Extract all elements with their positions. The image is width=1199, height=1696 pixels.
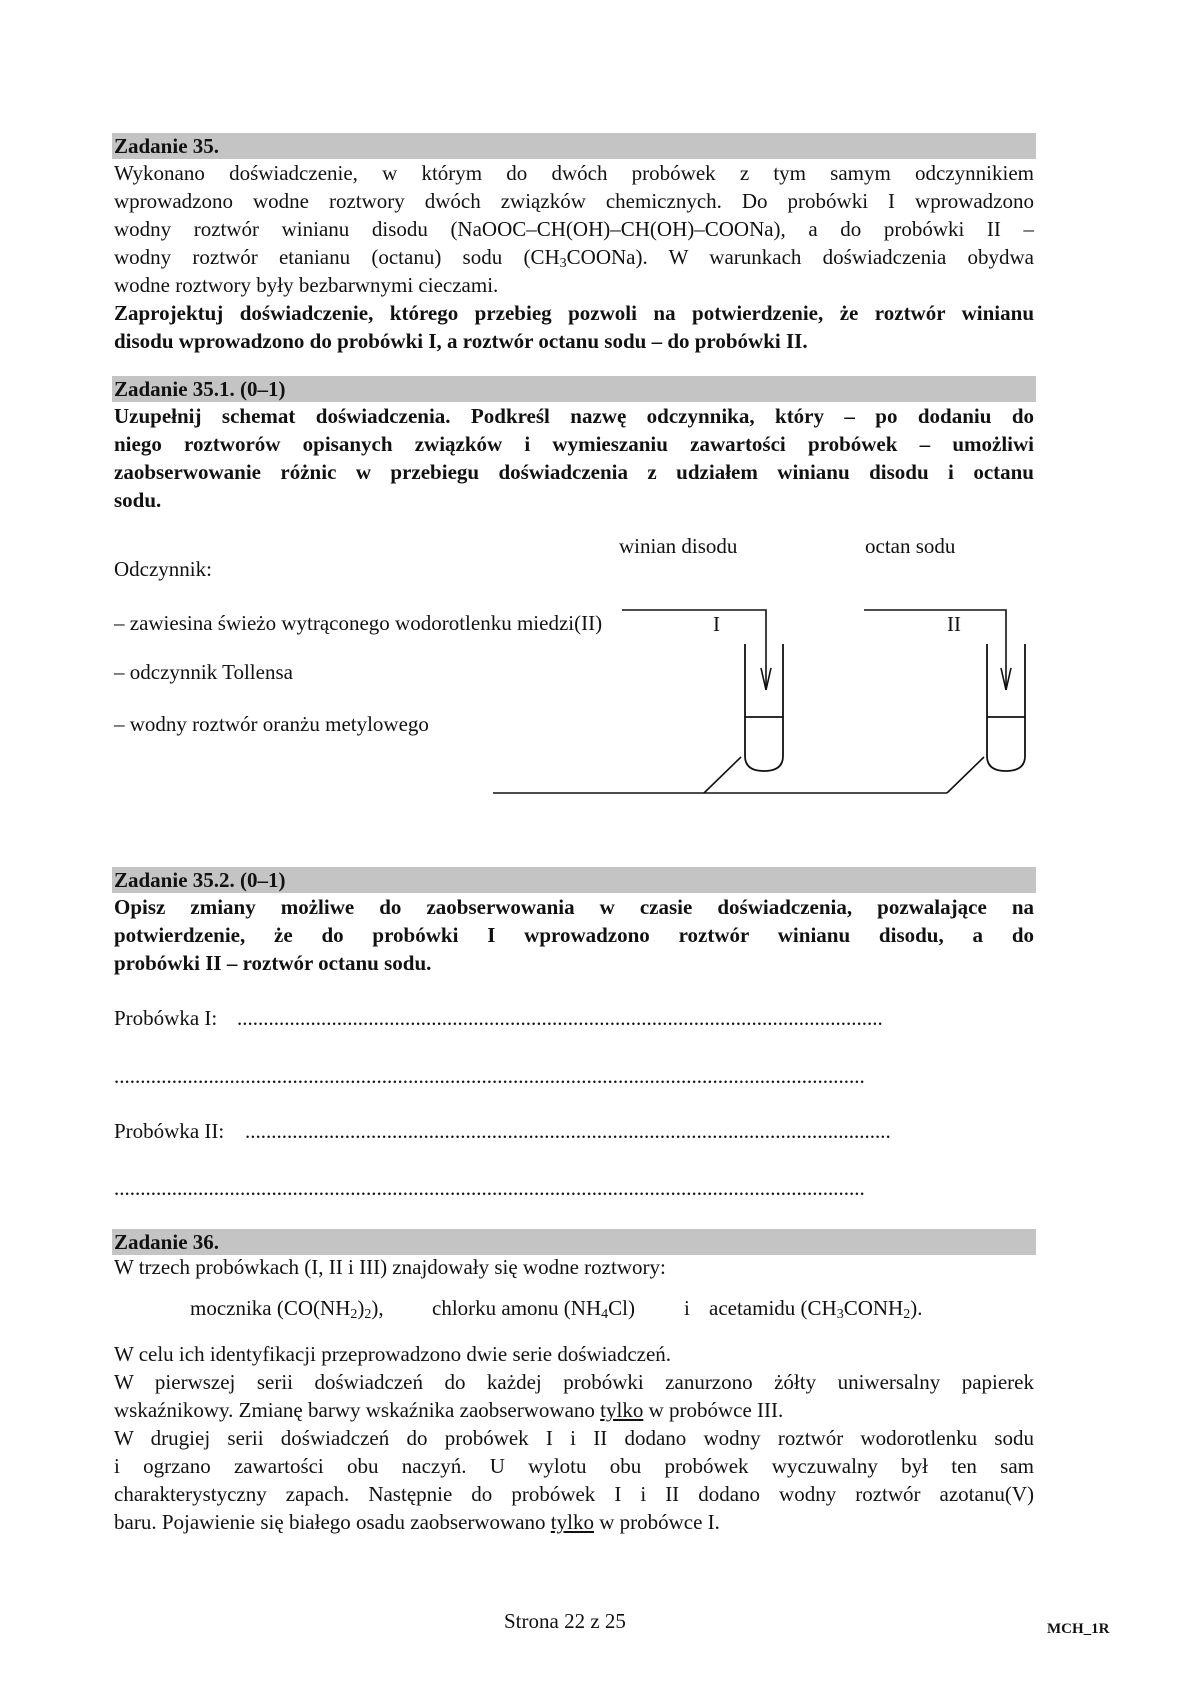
task-35-header: Zadanie 35. xyxy=(112,133,1036,159)
answer-field-tube-2-continued[interactable]: ............................................................................................................................................... xyxy=(114,1176,865,1200)
tube-number-2: II xyxy=(947,612,961,636)
compound-urea: mocznika $(CO(NH_2)_2)$, xyxy=(190,1296,384,1322)
instruction-line: Zaprojektuj doświadczenie, którego przebieg pozwoli na potwierdzenie, że roztwór winianu xyxy=(114,301,1034,325)
compound-conjunction: i xyxy=(684,1296,690,1320)
pointer-line-tube-1 xyxy=(704,757,741,793)
arrow-into-tube-2 xyxy=(864,610,1011,690)
body-line: W drugiej serii doświadczeń do probówek I i II dodano wodny roztwór wodorotlenku sodu xyxy=(114,1426,1034,1450)
reagent-option-copper-hydroxide[interactable]: – zawiesina świeżo wytrąconego wodorotlenku miedzi(II) xyxy=(114,611,603,635)
body-line: charakterystyczny zapach. Następnie do probówek I i II dodano wodny roztwór azotanu(V) xyxy=(114,1482,1034,1506)
pointer-line-tube-2 xyxy=(947,757,984,793)
answer-field-tube-2[interactable]: ........................................................................................................................... xyxy=(245,1119,891,1143)
task-36-body xyxy=(114,1340,1034,1536)
intro-line: wodne roztwory były bezbarwnymi cieczami. xyxy=(114,273,499,297)
reagent-label: Odczynnik: xyxy=(114,557,212,581)
instruction-line: niego roztworów opisanych związków i wymieszaniu zawartości probówek – umożliwi xyxy=(114,432,1034,456)
task-35-2-header: Zadanie 35.2. (0–1) xyxy=(112,867,1036,893)
body-line: W celu ich identyfikacji przeprowadzono dwie serie doświadczeń. xyxy=(114,1342,672,1366)
instruction-line: disodu wprowadzono do probówki I, a roztwór octanu sodu – do probówki II. xyxy=(114,329,808,353)
page-number: Strona 22 z 25 xyxy=(504,1609,626,1633)
arrow-into-tube-1 xyxy=(622,610,771,690)
task-35-1-header: Zadanie 35.1. (0–1) xyxy=(112,376,1036,402)
body-line: wskaźnikowy. Zmianę barwy wskaźnika zaobserwowano tylko w probówce III. xyxy=(114,1398,784,1422)
intro-line: wodny roztwór etanianu (octanu) sodu $(CH_3COONa)$. W warunkach doświadczenia obydwa xyxy=(114,245,1034,271)
answer-label-tube-1: Probówka I: xyxy=(114,1006,218,1030)
instruction-line: Uzupełnij schemat doświadczenia. Podkreśl nazwę odczynnika, który – po dodaniu do xyxy=(114,404,1034,428)
exam-code: MCH_1R xyxy=(1047,1621,1110,1637)
reagent-option-methyl-orange[interactable]: – wodny roztwór oranżu metylowego xyxy=(114,712,429,736)
instruction-line: sodu. xyxy=(114,488,162,512)
answer-field-tube-1[interactable]: ........................................................................................................................... xyxy=(237,1006,883,1030)
reagent-option-tollens[interactable]: – odczynnik Tollensa xyxy=(114,660,293,684)
instruction-line: Opisz zmiany możliwe do zaobserwowania w czasie doświadczenia, pozwalające na xyxy=(114,895,1034,919)
task-36-intro: W trzech probówkach (I, II i III) znajdowały się wodne roztwory: xyxy=(114,1255,666,1279)
instruction-line: potwierdzenie, że do probówki I wprowadzono roztwór winianu disodu, a do xyxy=(114,923,1034,947)
intro-line: wodny roztwór winianu disodu (NaOOC–CH(OH)–CH(OH)–COONa), a do probówki II – xyxy=(114,217,1034,241)
test-tube-1 xyxy=(745,644,783,771)
intro-line: wprowadzono wodne roztwory dwóch związków chemicznych. Do probówki I wprowadzono xyxy=(114,189,1034,213)
body-line: W pierwszej serii doświadczeń do każdej probówki zanurzono żółty uniwersalny papierek xyxy=(114,1370,1034,1394)
answer-label-tube-2: Probówka II: xyxy=(114,1119,225,1143)
body-line: baru. Pojawienie się białego osadu zaobserwowano tylko w probówce I. xyxy=(114,1510,720,1534)
task-35-2-instruction xyxy=(114,893,1034,977)
compound-ammonium-chloride: chlorku amonu $(NH_4Cl)$ xyxy=(432,1296,635,1322)
body-line: i ogrzano zawartości obu naczyń. U wylotu obu probówek wyczuwalny był ten sam xyxy=(114,1454,1034,1478)
instruction-line: probówki II – roztwór octanu sodu. xyxy=(114,951,432,975)
intro-line: Wykonano doświadczenie, w którym do dwóch probówek z tym samym odczynnikiem xyxy=(114,161,1034,185)
compound-acetamide: acetamidu $(CH_3CONH_2)$. xyxy=(709,1296,923,1322)
answer-field-tube-1-continued[interactable]: ............................................................................................................................................... xyxy=(114,1064,865,1088)
tube-number-1: I xyxy=(713,612,720,636)
task-36-header: Zadanie 36. xyxy=(112,1229,1036,1255)
tube-label-sodium-acetate: octan sodu xyxy=(865,534,956,558)
tube-label-disodium-tartrate: winian disodu xyxy=(619,534,738,558)
instruction-line: zaobserwowanie różnic w przebiegu doświadczenia z udziałem winianu disodu i octanu xyxy=(114,460,1034,484)
